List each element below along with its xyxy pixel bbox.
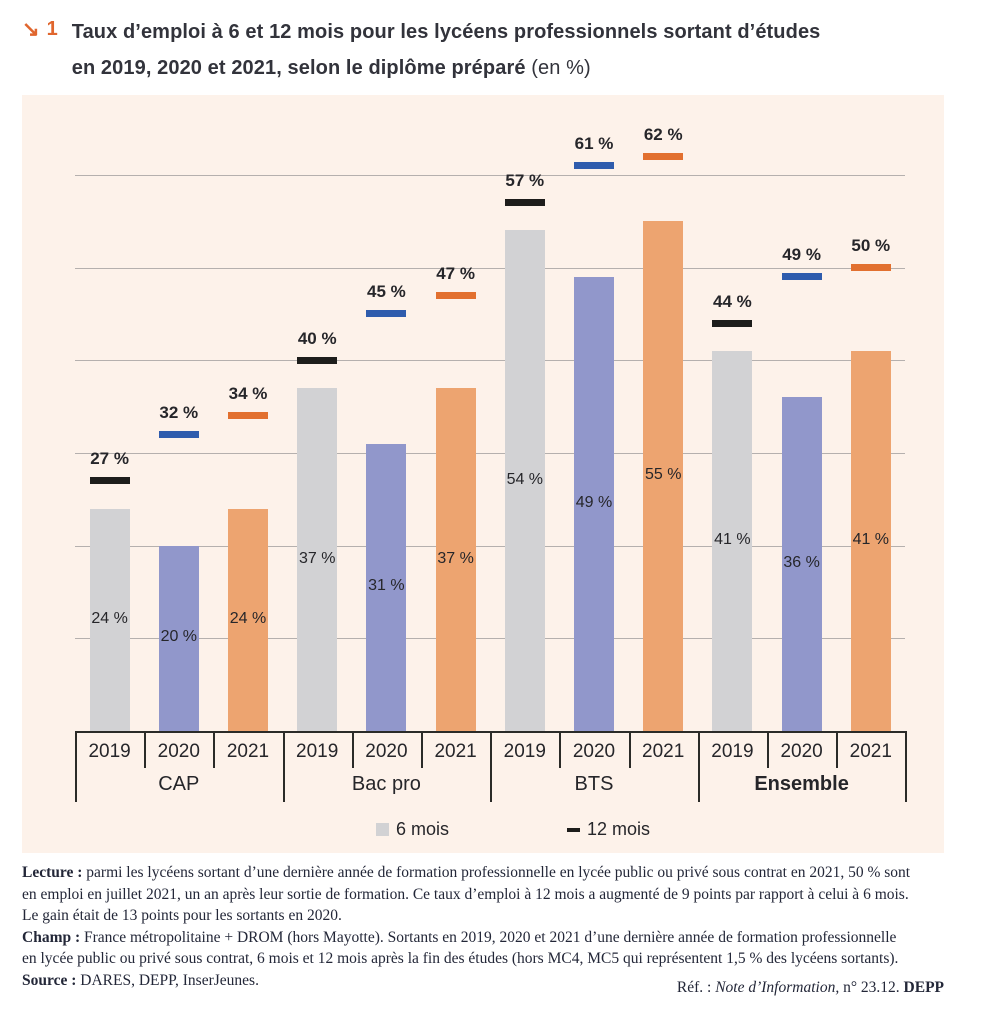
bar-value-label: 24 % (91, 609, 128, 627)
legend-12mois-label: 12 mois (586, 819, 651, 839)
year-label: 2019 (711, 741, 754, 762)
note-line: Source : DARES, DEPP, InserJeunes. (22, 971, 259, 989)
legend-12mois-dash-icon (567, 828, 580, 832)
dash-12mois-BTS-2021 (643, 153, 683, 160)
year-label: 2019 (503, 741, 546, 762)
dash-12mois-Ensemble-2020 (782, 273, 822, 280)
gridline-40 (75, 360, 905, 361)
chart-legend (52, 819, 974, 840)
ref-publication: Note d’Information, (715, 979, 840, 996)
year-tick (213, 731, 215, 768)
year-label: 2021 (849, 741, 892, 762)
year-label: 2019 (88, 741, 131, 762)
bar-value-label: 36 % (783, 554, 820, 572)
dash-12mois-Ensemble-2021 (851, 264, 891, 271)
dash-12mois-CAP-2020 (159, 431, 199, 438)
dash-12mois-BTS-2020 (574, 162, 614, 169)
bar-value-label: 41 % (852, 531, 890, 548)
note-line: en lycée public ou privé sous contrat, 6 mois et 12 mois après la fin des études (hors MC4, MC5 qui représentent 1,5 % des lycéens sortants). (22, 950, 899, 967)
year-label: 2020 (157, 741, 200, 762)
legend-item-6mois (376, 819, 449, 840)
dash-value-label: 34 % (228, 384, 268, 404)
bar-value-label: 31 % (368, 577, 405, 595)
note-line: Le gain était de 13 points pour les sortants en 2020. (22, 907, 342, 924)
dash-value-label: 62 % (643, 124, 683, 144)
year-label: 2020 (780, 741, 823, 762)
dash-value-label: 40 % (297, 328, 337, 348)
ref-number: n° 23.12. (839, 979, 904, 996)
figure-number: 1 (46, 18, 58, 40)
gridline-50 (75, 268, 905, 269)
ref-prefix: Réf. : (676, 979, 716, 996)
dash-12mois-Bac pro-2020 (366, 310, 406, 317)
year-tick (836, 731, 838, 768)
figure-arrow-icon: ↘ (22, 18, 40, 41)
dash-value-label: 32 % (159, 402, 199, 422)
bar-value-label: 54 % (506, 470, 544, 488)
bar-value-label: 24 % (229, 609, 267, 627)
year-tick (767, 731, 769, 768)
figure-header (22, 14, 820, 86)
year-tick (421, 731, 423, 768)
year-label: 2021 (434, 741, 477, 762)
group-label-BTS: BTS (574, 773, 614, 795)
dash-value-label: 49 % (782, 245, 821, 265)
figure-title (72, 14, 821, 86)
group-label-Ensemble: Ensemble (754, 773, 849, 795)
year-tick (144, 731, 146, 768)
bar-value-label: 49 % (575, 493, 613, 511)
year-label: 2020 (572, 741, 616, 762)
legend-6mois-swatch-icon (376, 823, 389, 836)
year-label: 2020 (365, 741, 408, 762)
year-tick (559, 731, 561, 768)
year-label: 2021 (642, 741, 685, 762)
dash-12mois-BTS-2019 (505, 199, 545, 206)
bar-value-label: 37 % (437, 549, 474, 567)
dash-12mois-CAP-2021 (228, 412, 268, 419)
dash-value-label: 57 % (505, 171, 545, 191)
dash-value-label: 47 % (436, 263, 475, 283)
dash-value-label: 44 % (713, 291, 752, 311)
year-label: 2021 (226, 741, 270, 762)
reference-line (677, 979, 944, 997)
dash-12mois-Bac pro-2021 (436, 292, 476, 299)
ref-publisher: DEPP (903, 979, 944, 996)
group-divider (905, 731, 907, 802)
year-label: 2019 (296, 741, 339, 762)
dash-12mois-CAP-2019 (90, 477, 130, 484)
year-tick (629, 731, 631, 768)
dash-12mois-Ensemble-2019 (712, 320, 752, 327)
bar-value-label: 37 % (298, 549, 336, 567)
year-tick (352, 731, 354, 768)
bar-value-label: 55 % (644, 466, 682, 484)
legend-6mois-label: 6 mois (395, 819, 449, 839)
title-line-1: Taux d’emploi à 6 et 12 mois pour les lycéens professionnels sortant d’études (71, 21, 821, 43)
bar-value-label: 41 % (714, 531, 751, 548)
dash-value-label: 61 % (574, 134, 614, 153)
legend-item-12mois (567, 819, 650, 840)
dash-12mois-Bac pro-2019 (297, 357, 337, 364)
note-line: Champ : France métropolitaine + DROM (hors Mayotte). Sortants en 2019, 2020 et 2021 d’une dernière année de formation professionnelle (22, 928, 897, 946)
dash-value-label: 45 % (367, 282, 406, 302)
dash-value-label: 27 % (90, 449, 129, 469)
title-line-2: en 2019, 2020 et 2021, selon le diplôme préparé (en %) (71, 57, 591, 79)
bar-chart (22, 95, 944, 853)
chart-panel (22, 95, 944, 853)
figure-notes (22, 862, 944, 991)
note-line: Lecture : parmi les lycéens sortant d’une dernière année de formation professionnelle en lycée public ou privé sous contrat en 2021, 50 % sont (22, 864, 911, 881)
group-label-Bac pro: Bac pro (351, 773, 421, 795)
x-axis-line (75, 731, 907, 733)
title-unit: (en %) (531, 57, 591, 79)
bar-value-label: 20 % (160, 628, 198, 646)
group-label-CAP: CAP (158, 773, 200, 795)
dash-value-label: 50 % (851, 236, 891, 255)
note-line: en emploi en juillet 2021, un an après leur sortie de formation. Ce taux d’emploi à 12 mois a augmenté de 9 points par rapport à celui à 6 mois. (22, 885, 909, 903)
